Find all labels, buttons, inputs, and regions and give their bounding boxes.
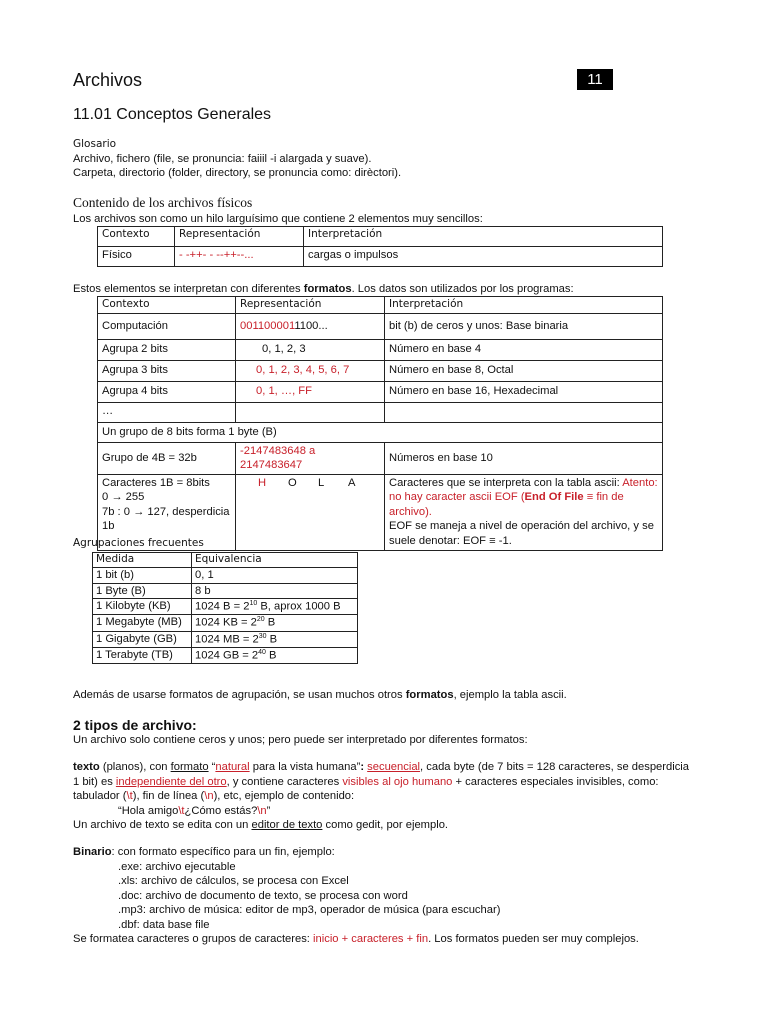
text-run: formato	[170, 761, 209, 773]
table-row	[93, 583, 358, 599]
text-run: Caracteres que se interpreta con la tabla ascii:	[389, 476, 623, 489]
agrupaciones-heading: Agrupaciones frecuentes	[73, 537, 204, 549]
table-cell: 1 Megabyte (MB)	[93, 615, 192, 631]
list-item: .mp3: archivo de música: editor de mp3, operador de música (para escuchar)	[118, 904, 501, 917]
table-cell	[236, 402, 385, 422]
text-run: ), fin de línea (	[132, 790, 205, 803]
text-run: como gedit, por ejemplo.	[322, 819, 449, 832]
formatea-line	[73, 932, 693, 947]
table-cell: Número en base 16, Hexadecimal	[385, 381, 663, 402]
table-cell: Agrupa 3 bits	[98, 360, 236, 381]
tipos-heading: 2 tipos de archivo:	[73, 717, 197, 733]
table-row	[98, 360, 663, 381]
text-run: Además de usarse formatos de agrupación, se usan muchos otros	[73, 689, 406, 701]
table-row	[98, 339, 663, 360]
table-cell: Grupo de 4B = 32b	[98, 442, 236, 474]
text-run: Se formatea caracteres o grupos de caracteres:	[73, 933, 314, 946]
text-line: 0 → 255	[102, 491, 145, 504]
glosario-block	[73, 138, 673, 181]
table-row	[98, 402, 663, 422]
list-item: .doc: archivo de documento de texto, se procesa con word	[118, 889, 408, 902]
table-row	[98, 313, 663, 339]
table-cell	[192, 631, 358, 647]
table-cell: 1 Kilobyte (KB)	[93, 599, 192, 615]
text-run: 1024 GB = 2	[195, 649, 259, 662]
table-cell	[385, 402, 663, 422]
table-cell: Agrupa 4 bits	[98, 381, 236, 402]
exponent: 30	[258, 632, 267, 640]
table-cell: cargas o impulsos	[304, 247, 663, 267]
text-run: Estos elementos se interpretan con diferentes	[73, 283, 304, 295]
table-cell: Físico	[98, 247, 175, 267]
text-run: (planos), con	[99, 761, 171, 773]
table-cell: Número en base 8, Octal	[385, 360, 663, 381]
table-cell: 1 Byte (B)	[93, 583, 192, 599]
table-cell: 1 Terabyte (TB)	[93, 648, 192, 664]
text-line: 7b : 0 → 127, desperdicia 1b	[102, 505, 230, 533]
text-run: Atento: no hay caracter ascii EOF (	[389, 476, 658, 504]
list-item: .xls: archivo de cálculos, se procesa con Excel	[118, 875, 349, 888]
text-run: 001100001	[240, 319, 295, 332]
table-cell: - -++- - --++--...	[175, 247, 304, 267]
text-run: ¿Cómo estás?	[184, 804, 258, 817]
text-run: B, aprox 1000 B	[257, 600, 341, 613]
hola-letter: O	[288, 476, 297, 489]
table-header: Interpretación	[304, 227, 663, 247]
table-row	[93, 648, 358, 664]
text-run-bold: texto	[73, 761, 100, 773]
table-cell	[192, 615, 358, 631]
text-run-bold: End Of File	[524, 491, 584, 504]
physical-table	[97, 226, 663, 267]
hola-letter: H	[258, 476, 267, 489]
example-line	[73, 804, 693, 819]
chapter-title: Archivos	[73, 70, 143, 90]
text-run: visibles al ojo humano	[342, 775, 453, 788]
text-run: independiente del otro	[115, 775, 227, 788]
chapter-number-badge: 11	[577, 69, 613, 90]
text-run: editor de texto	[251, 819, 323, 832]
exponent: 20	[256, 616, 265, 624]
table-cell: Un grupo de 8 bits forma 1 byte (B)	[98, 422, 663, 442]
section-title: 11.01 Conceptos Generales	[73, 106, 272, 123]
table-row	[98, 381, 663, 402]
text-run: , ejemplo la tabla ascii.	[453, 689, 567, 701]
texto-paragraph	[73, 760, 693, 833]
text-run: “Hola amigo	[118, 804, 179, 817]
table-cell	[192, 599, 358, 615]
table-cell: 8 b	[192, 583, 358, 599]
text-run: ), etc, ejemplo de contenido:	[213, 790, 355, 803]
text-run: secuencial	[367, 761, 421, 773]
table-cell: Computación	[98, 313, 236, 339]
text-run: 1100...	[294, 319, 328, 332]
ademas-paragraph	[73, 688, 693, 703]
text-run: \n	[257, 804, 267, 817]
text-line: Caracteres 1B = 8bits	[102, 476, 210, 489]
text-run-bold: formatos	[405, 689, 454, 701]
table-cell: …	[98, 402, 236, 422]
table-header: Representación	[175, 227, 304, 247]
glosario-heading: Glosario	[73, 138, 117, 150]
units-table	[92, 552, 358, 664]
text-line: EOF se maneja a nivel de operación del archivo, y se suele denotar: EOF ≡ -1.	[389, 520, 654, 548]
text-run: Un archivo de texto se edita con un	[73, 819, 252, 832]
contenido-block	[73, 194, 693, 226]
text-run: \t	[126, 790, 133, 803]
text-run: B	[264, 617, 276, 630]
text-run: 1024 MB = 2	[195, 633, 259, 646]
text-run: 1024 B = 2	[195, 600, 250, 613]
text-run: \t	[178, 804, 185, 817]
table-row	[93, 615, 358, 631]
table-cell: Número en base 4	[385, 339, 663, 360]
hola-letter: A	[348, 476, 356, 489]
text-run-bold: Binario	[73, 846, 112, 858]
exponent: 40	[258, 649, 266, 657]
table-cell: Números en base 10	[385, 442, 663, 474]
text-run: 1024 KB = 2	[195, 617, 257, 630]
glosario-line: Carpeta, directorio (folder, directory, se pronuncia como: dirèctori).	[73, 167, 402, 180]
table-cell	[192, 648, 358, 664]
table-cell: 0, 1, 2, 3, 4, 5, 6, 7	[236, 360, 385, 381]
exponent: 10	[249, 600, 258, 608]
text-run: B	[266, 633, 278, 646]
text-run: ≡ fin de archivo).	[389, 491, 624, 518]
binario-line	[73, 845, 693, 860]
contenido-intro: Los archivos son como un hilo larguísimo que contiene 2 elementos muy sencillos:	[73, 212, 483, 225]
table-header: Contexto	[98, 297, 236, 314]
text-run: . Los datos son utilizados por los programas:	[351, 283, 574, 295]
editor-line	[73, 818, 693, 833]
formatos-intro	[73, 282, 693, 297]
glosario-line: Archivo, fichero (file, se pronuncia: faiiil -i alargada y suave).	[73, 152, 372, 165]
table-header: Interpretación	[385, 297, 663, 314]
table-header: Equivalencia	[192, 553, 358, 568]
text-run: , cada byte (de 7 bits = 128 caracteres, se desperdicia 1 bit) es	[73, 761, 690, 788]
table-row	[98, 422, 663, 442]
table-header: Representación	[236, 297, 385, 314]
table-cell: bit (b) de ceros y unos: Base binaria	[385, 313, 663, 339]
text-run: B	[265, 649, 277, 662]
binario-paragraph	[73, 845, 693, 947]
table-cell: 0, 1	[192, 568, 358, 584]
table-row	[93, 631, 358, 647]
table-cell: Agrupa 2 bits	[98, 339, 236, 360]
table-header: Medida	[93, 553, 192, 568]
text-run: “	[208, 761, 216, 773]
table-row	[98, 247, 663, 267]
table-cell: 0, 1, …, FF	[236, 381, 385, 402]
text-run-bold: :	[360, 761, 368, 773]
formats-table	[97, 296, 663, 551]
text-run: ”	[266, 804, 271, 817]
list-item: .dbf: data base file	[118, 918, 210, 931]
text-run: , y contiene caracteres	[226, 775, 343, 788]
list-item: .exe: archivo ejecutable	[118, 860, 236, 873]
hola-letter: L	[318, 476, 325, 489]
text-run: inicio + caracteres + fin	[313, 933, 429, 946]
table-header: Contexto	[98, 227, 175, 247]
text-run: \n	[204, 790, 214, 803]
table-row	[98, 442, 663, 474]
text-run: + caracteres especiales invisibles, como: tabulador (	[73, 775, 659, 803]
table-cell	[236, 313, 385, 339]
tipos-intro: Un archivo solo contiene ceros y unos; pero puede ser interpretado por diferentes formatos:	[73, 734, 528, 746]
contenido-heading: Contenido de los archivos físicos	[73, 195, 253, 210]
table-row	[93, 568, 358, 584]
table-cell: 1 Gigabyte (GB)	[93, 631, 192, 647]
table-row	[93, 599, 358, 615]
text-run: . Los formatos pueden ser muy complejos.	[428, 933, 639, 946]
text-run-bold: formatos	[303, 283, 352, 295]
table-cell: -2147483648 a 2147483647	[236, 442, 385, 474]
text-run: para la vista humana”	[249, 761, 361, 773]
table-cell: 0, 1, 2, 3	[236, 339, 385, 360]
text-run: natural	[215, 761, 250, 773]
table-cell: 1 bit (b)	[93, 568, 192, 584]
text-run: : con formato específico para un fin, ejemplo:	[111, 846, 335, 858]
